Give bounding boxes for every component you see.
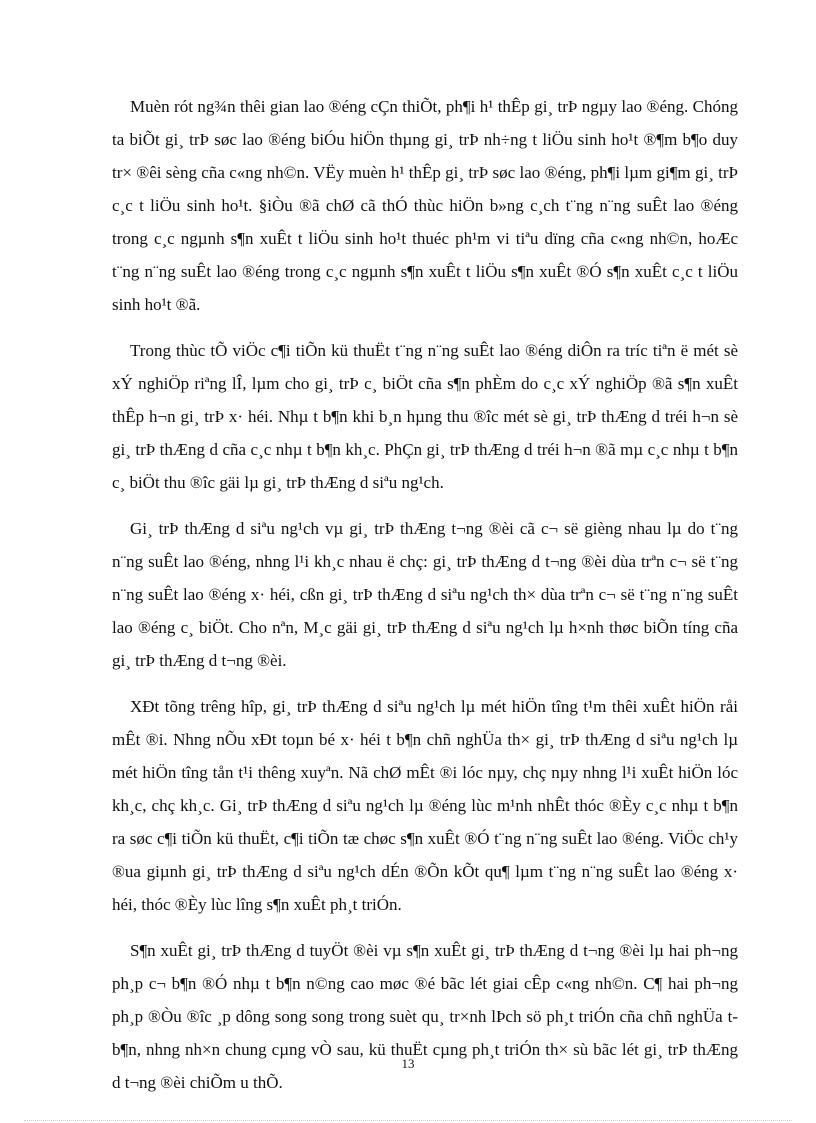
page-bottom-divider bbox=[24, 1120, 792, 1121]
paragraph-5: S¶n xuÊt gi¸ trÞ thÆng d tuyÖt ®èi vµ s¶n xuÊt gi¸ trÞ thÆng d t¬ng ®èi lµ hai ph¬ng ph¸p c¬ b¶n ®Ó nhµ t b¶n n©ng cao møc ®é bãc lét giai cÊp c«ng nh©n. C¶ hai ph¬ng ph¸p ®Òu ®îc ¸p dông song song trong suèt qu¸ tr×nh lÞch sö ph¸t triÓn cña chñ nghÜa t b¶n, nhng nh×n chung cµng vÒ sau, kü thuËt cµng ph¸t triÓn th× sù bãc lét gi¸ trÞ thÆng d t¬ng ®èi chiÕm u thÕ. bbox=[112, 941, 738, 1092]
paragraph-1: Muèn rót ng¾n thêi gian lao ®éng cÇn thiÕt, ph¶i h¹ thÊp gi¸ trÞ ngµy lao ®éng. Chóng ta biÕt gi¸ trÞ søc lao ®éng biÓu hiÖn thµng gi¸ trÞ nh÷ng t liÖu sinh ho¹t ®¶m b¶o duy tr× ®êi sèng cña c«ng nh©n. VËy muèn h¹ thÊp gi¸ trÞ søc lao ®éng, ph¶i lµm gi¶m gi¸ trÞ c¸c t liÖu sinh ho¹t. §iÒu ®ã chØ cã thÓ thùc hiÖn b»ng c¸ch t¨ng n¨ng suÊt lao ®éng trong c¸c ngµnh s¶n xuÊt t liÖu sinh ho¹t thuéc ph¹m vi tiªu dïng cña c«ng nh©n, hoÆc t¨ng n¨ng suÊt lao ®éng trong c¸c ngµnh s¶n xuÊt t liÖu s¶n xuÊt ®Ó s¶n xuÊt c¸c t liÖu sinh ho¹t ®ã. bbox=[112, 97, 738, 314]
paragraph-3: Gi¸ trÞ thÆng d siªu ng¹ch vµ gi¸ trÞ thÆng t¬ng ®èi cã c¬ së gièng nhau lµ do t¨ng n¨ng suÊt lao ®éng, nhng l¹i kh¸c nhau ë chç: gi¸ trÞ thÆng d t¬ng ®èi dùa trªn c¬ së t¨ng n¨ng suÊt lao ®éng x· héi, cßn gi¸ trÞ thÆng d siªu ng¹ch th× dùa trªn c¬ së t¨ng n¨ng suÊt lao ®éng c¸ biÖt. Cho nªn, M¸c gäi gi¸ trÞ thÆng d siªu ng¹ch lµ h×nh thøc biÕn tíng cña gi¸ trÞ thÆng d t¬ng ®èi. bbox=[112, 519, 738, 670]
paragraph-2: Trong thùc tÕ viÖc c¶i tiÕn kü thuËt t¨ng n¨ng suÊt lao ®éng diÔn ra tríc tiªn ë mét sè xÝ nghiÖp riªng lÎ, lµm cho gi¸ trÞ c¸ biÖt cña s¶n phÈm do c¸c xÝ nghiÖp ®ã s¶n xuÊt thÊp h¬n gi¸ trÞ x· héi. Nhµ t b¶n khi b¸n hµng thu ®îc mét sè gi¸ trÞ thÆng d tréi h¬n sè gi¸ trÞ thÆng d cña c¸c nhµ t b¶n kh¸c. PhÇn gi¸ trÞ thÆng d tréi h¬n ®ã mµ c¸c nhµ t b¶n c¸ biÖt thu ®îc gäi lµ gi¸ trÞ thÆng d siªu ng¹ch. bbox=[112, 341, 738, 492]
body-text bbox=[112, 90, 738, 1112]
page-number: 13 bbox=[401, 1056, 415, 1071]
paragraph-4: XÐt tõng trêng hîp, gi¸ trÞ thÆng d siªu ng¹ch lµ mét hiÖn tîng t¹m thêi xuÊt hiÖn råi mÊt ®i. Nhng nÕu xÐt toµn bé x· héi t b¶n chñ nghÜa th× gi¸ trÞ thÆng d siªu ng¹ch lµ mét hiÖn tîng tån t¹i thêng xuyªn. Nã chØ mÊt ®i lóc nµy, chç nµy nhng l¹i xuÊt hiÖn lóc kh¸c, chç kh¸c. Gi¸ trÞ thÆng d siªu ng¹ch lµ ®éng lùc m¹nh nhÊt thóc ®Èy c¸c nhµ t b¶n ra søc c¶i tiÕn kü thuËt, c¶i tiÕn tæ chøc s¶n xuÊt ®Ó t¨ng n¨ng suÊt lao ®éng. ViÖc ch¹y ®ua giµnh gi¸ trÞ thÆng d siªu ng¹ch dÉn ®Õn kÕt qu¶ lµm t¨ng n¨ng suÊt lao ®éng x· héi, thóc ®Èy lùc lîng s¶n xuÊt ph¸t triÓn. bbox=[112, 697, 738, 914]
